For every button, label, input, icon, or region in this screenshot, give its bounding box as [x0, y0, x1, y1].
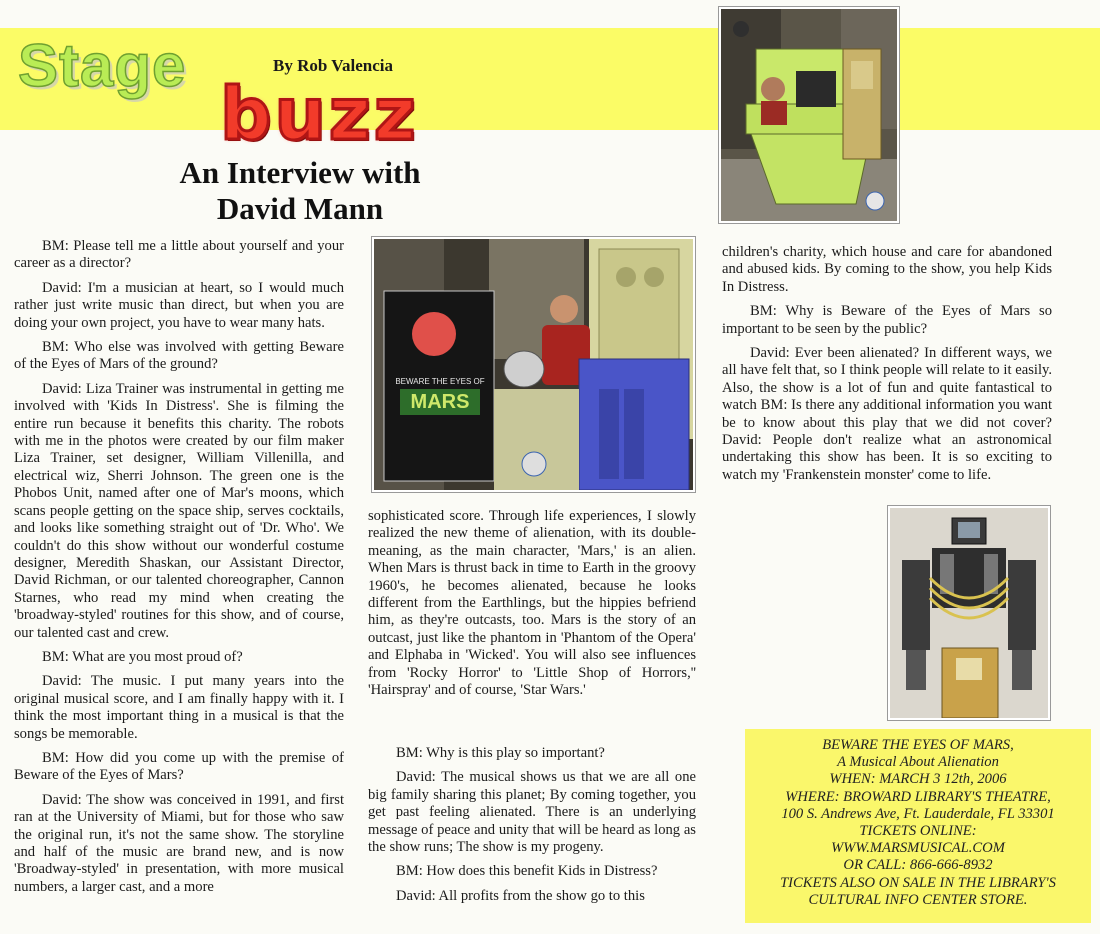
paragraph: BM: Why is Beware of the Eyes of Mars so important to be seen by the public? [722, 303, 1052, 337]
david-and-robots-illustration [374, 239, 693, 490]
silver-robot-illustration [890, 508, 1048, 718]
paragraph: BM: Please tell me a little about yourself and your career as a director? [14, 238, 344, 272]
event-info-box [745, 729, 1091, 923]
article-headline [150, 155, 450, 227]
paragraph: BM: How did you come up with the premise of Beware of the Eyes of Mars? [14, 749, 344, 784]
info-line-url: WWW.MARSMUSICAL.COM [831, 840, 1005, 857]
paragraph: David: Liza Trainer was instrumental in getting me involved with 'Kids In Distress'. She is filming the entire run because it benefits this charity. The robots with me in the photos were created by our film maker Liza Trainer, set designer, William Villenilla, and electrical wiz, Sherri Johnson. The green one is the Phobos Unit, named after one of Mar's moons, which scans people getting on the space ship, serves cocktails, and looks like something straight out of 'Dr. Who'. We couldn't do this show without our wonderful costume designer, Meredith Shaskan, our Assistant Director, David Richman, or our talented choreographer, Cannon Starnes, who read my mind when creating the 'broadway-styled' routines for this show, and of course, our talented cast and crew. [14, 380, 344, 641]
article-column-2-bottom [368, 745, 696, 912]
byline: By Rob Valencia [273, 56, 393, 75]
info-line: 100 S. Andrews Ave, Ft. Lauderdale, FL 33301 [781, 805, 1055, 822]
paragraph: David: All profits from the show go to this [396, 887, 645, 904]
headline-line-2: David Mann [216, 191, 384, 226]
info-line: WHERE: BROWARD LIBRARY'S THEATRE, [785, 788, 1051, 805]
info-line-phone: OR CALL: 866-666-8932 [843, 857, 993, 874]
stage-logo-text: Stage [18, 32, 187, 99]
poster-mars-text: MARS [410, 391, 470, 413]
paragraph: sophisticated score. Through life experiences, I slowly realized the new theme of alienation, with its double-meaning, as the main character, 'Mars,' is an alien. When Mars is thrust back in time to Earth in the groovy 1960's, he becomes alienated, because he looks different from the Earthlings, but the hippies befriend him, as they're outcasts, too. Mars is the story of an outcast, just like the phantom in 'Phantom of the Opera' and Elphaba in 'Wicked'. You will also see influences from 'Rocky Horror' to 'Little Shop of Horrors,'' 'Hairspray' and of course, 'Star Wars.' [368, 508, 696, 699]
paragraph: David: I'm a musician at heart, so I would much rather just write music than direct, but when you are doing your own project, you have to wear many hats. [14, 279, 344, 331]
poster-title-text: BEWARE THE EYES OF [395, 377, 485, 386]
paragraph: BM: How does this benefit Kids in Distress? [396, 863, 658, 880]
photo-green-robot [719, 7, 899, 223]
headline-line-1: An Interview with [179, 155, 421, 190]
info-line: TICKETS ONLINE: [859, 823, 977, 840]
info-line: TICKETS ALSO ON SALE IN THE LIBRARY'S [780, 874, 1056, 891]
paragraph: BM: What are you most proud of? [42, 648, 243, 665]
green-robot-illustration [721, 9, 897, 221]
info-line: WHEN: MARCH 3 12th, 2006 [829, 771, 1007, 788]
article-column-1 [14, 238, 344, 903]
info-line: BEWARE THE EYES OF MARS, [822, 737, 1014, 753]
paragraph: David: The music. I put many years into the original musical score, and I am finally happy with it. I think the most important thing in a musical is that the songs be memorable. [14, 673, 344, 742]
article-column-3 [722, 244, 1052, 491]
paragraph: David: The musical shows us that we are all one big family sharing this planet; By coming together, you get past feeling alienated. There is an underlying message of peace and unity that will be heard as long as the show runs; The show is my progeny. [368, 769, 696, 856]
info-line: A Musical About Alienation [837, 754, 999, 771]
paragraph: David: The show was conceived in 1991, and first ran at the University of Miami, but for those who saw the original run, it's not the same show. The storyline and half of the music are brand new, and is now 'Broadway-styled' in presentation, with more musical numbers, a larger cast, and a more [14, 791, 344, 895]
buzz-logo-text: buzz [220, 72, 419, 156]
photo-david-with-poster [372, 237, 695, 492]
paragraph: David: Ever been alienated? In different ways, we all have felt that, so I think people will relate to it easily. Also, the show is a lot of fun and quite fantastical to watch BM: Is there any additional information you want be to know about this play that we did not cover? David: People don't realize what an astronomical undertaking this show has been. It is so exciting to watch my 'Frankenstein monster' come to life. [722, 345, 1052, 483]
info-line: CULTURAL INFO CENTER STORE. [808, 891, 1028, 908]
paragraph: BM: Why is this play so important? [396, 745, 605, 761]
photo-silver-robot [888, 506, 1050, 720]
paragraph: children's charity, which house and care for abandoned and abused kids. By coming to the show, you help Kids In Distress. [722, 244, 1052, 295]
paragraph: BM: Who else was involved with getting Beware of the Eyes of Mars of the ground? [14, 339, 344, 373]
article-column-2-top [368, 508, 696, 706]
